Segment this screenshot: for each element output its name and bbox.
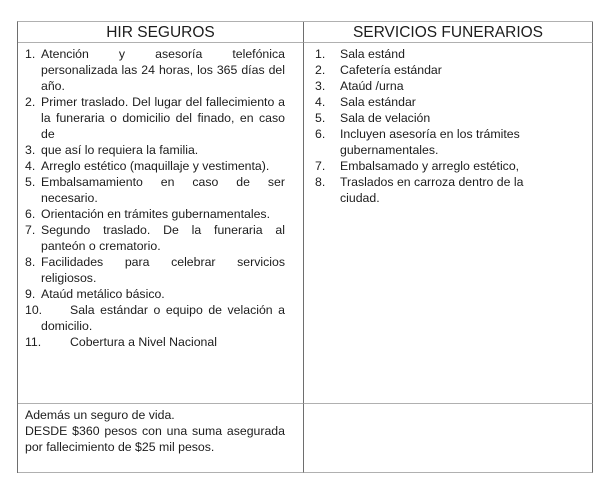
list-item-number: 3. xyxy=(25,143,36,157)
list-item: 1. Atención y asesoría telefónica personalizada las 24 horas, los 365 días del año. xyxy=(25,47,285,93)
list-item: 8. Traslados en carroza dentro de la ciudad. xyxy=(315,175,524,205)
list-item: 2. Primer traslado. Del lugar del fallecimiento a la funeraria o domicilio del finado, en caso de xyxy=(25,95,285,141)
servicios-funerarios-list xyxy=(304,43,593,404)
life-insurance-note xyxy=(18,404,304,473)
list-item-number: 7. xyxy=(25,223,36,237)
empty-footer-cell xyxy=(304,404,593,473)
list-item-number: 6. xyxy=(25,207,36,221)
list-item-number: 1. xyxy=(25,47,36,61)
hir-seguros-benefits-list xyxy=(18,43,304,404)
list-item-number: 5. xyxy=(315,111,326,125)
list-item: 11. Cobertura a Nivel Nacional xyxy=(25,335,217,349)
list-item: 4. Arreglo estético (maquillaje y vestimenta). xyxy=(25,159,270,173)
column-header-servicios-funerarios: SERVICIOS FUNERARIOS xyxy=(304,22,593,43)
list-item-number: 5. xyxy=(25,175,36,189)
list-item: 2. Cafetería estándar xyxy=(315,63,442,77)
list-item-number: 2. xyxy=(315,63,326,77)
list-item: 1. Sala estánd xyxy=(315,47,405,61)
list-item: 5. Sala de velación xyxy=(315,111,431,125)
list-item-number: 4. xyxy=(315,95,326,109)
list-item-number: 8. xyxy=(25,255,36,269)
list-item: 5. Embalsamamiento en caso de ser necesario. xyxy=(25,175,285,205)
list-item: 3. que así lo requiera la familia. xyxy=(25,143,199,157)
list-item-number: 8. xyxy=(315,175,326,189)
note-line: DESDE $360 pesos con una suma asegurada por fallecimiento de $25 mil pesos. xyxy=(25,424,285,454)
list-item-number: 7. xyxy=(315,159,326,173)
benefits-comparison-table xyxy=(17,21,593,473)
list-item: 7. Segundo traslado. De la funeraria al panteón o crematorio. xyxy=(25,223,285,253)
column-header-hir-seguros: HIR SEGUROS xyxy=(18,22,304,43)
list-item: 6. Incluyen asesoría en los trámites gubernamentales. xyxy=(315,127,520,157)
list-item: 3. Ataúd /urna xyxy=(315,79,404,93)
list-item-number: 10. xyxy=(25,303,43,317)
list-item-number: 2. xyxy=(25,95,36,109)
list-item-number: 6. xyxy=(315,127,326,141)
list-item: 9. Ataúd metálico básico. xyxy=(25,287,165,301)
note-line: Además un seguro de vida. xyxy=(25,408,175,422)
list-item-number: 1. xyxy=(315,47,326,61)
list-item-number: 9. xyxy=(25,287,36,301)
list-item-number: 4. xyxy=(25,159,36,173)
list-item-number: 3. xyxy=(315,79,326,93)
list-item: 10. Sala estándar o equipo de velación a domicilio. xyxy=(25,303,285,333)
list-item: 7. Embalsamado y arreglo estético, xyxy=(315,159,520,173)
list-item: 4. Sala estándar xyxy=(315,95,416,109)
list-item: 6. Orientación en trámites gubernamentales. xyxy=(25,207,270,221)
list-item: 8. Facilidades para celebrar servicios religiosos. xyxy=(25,255,285,285)
list-item-number: 11. xyxy=(25,335,42,349)
